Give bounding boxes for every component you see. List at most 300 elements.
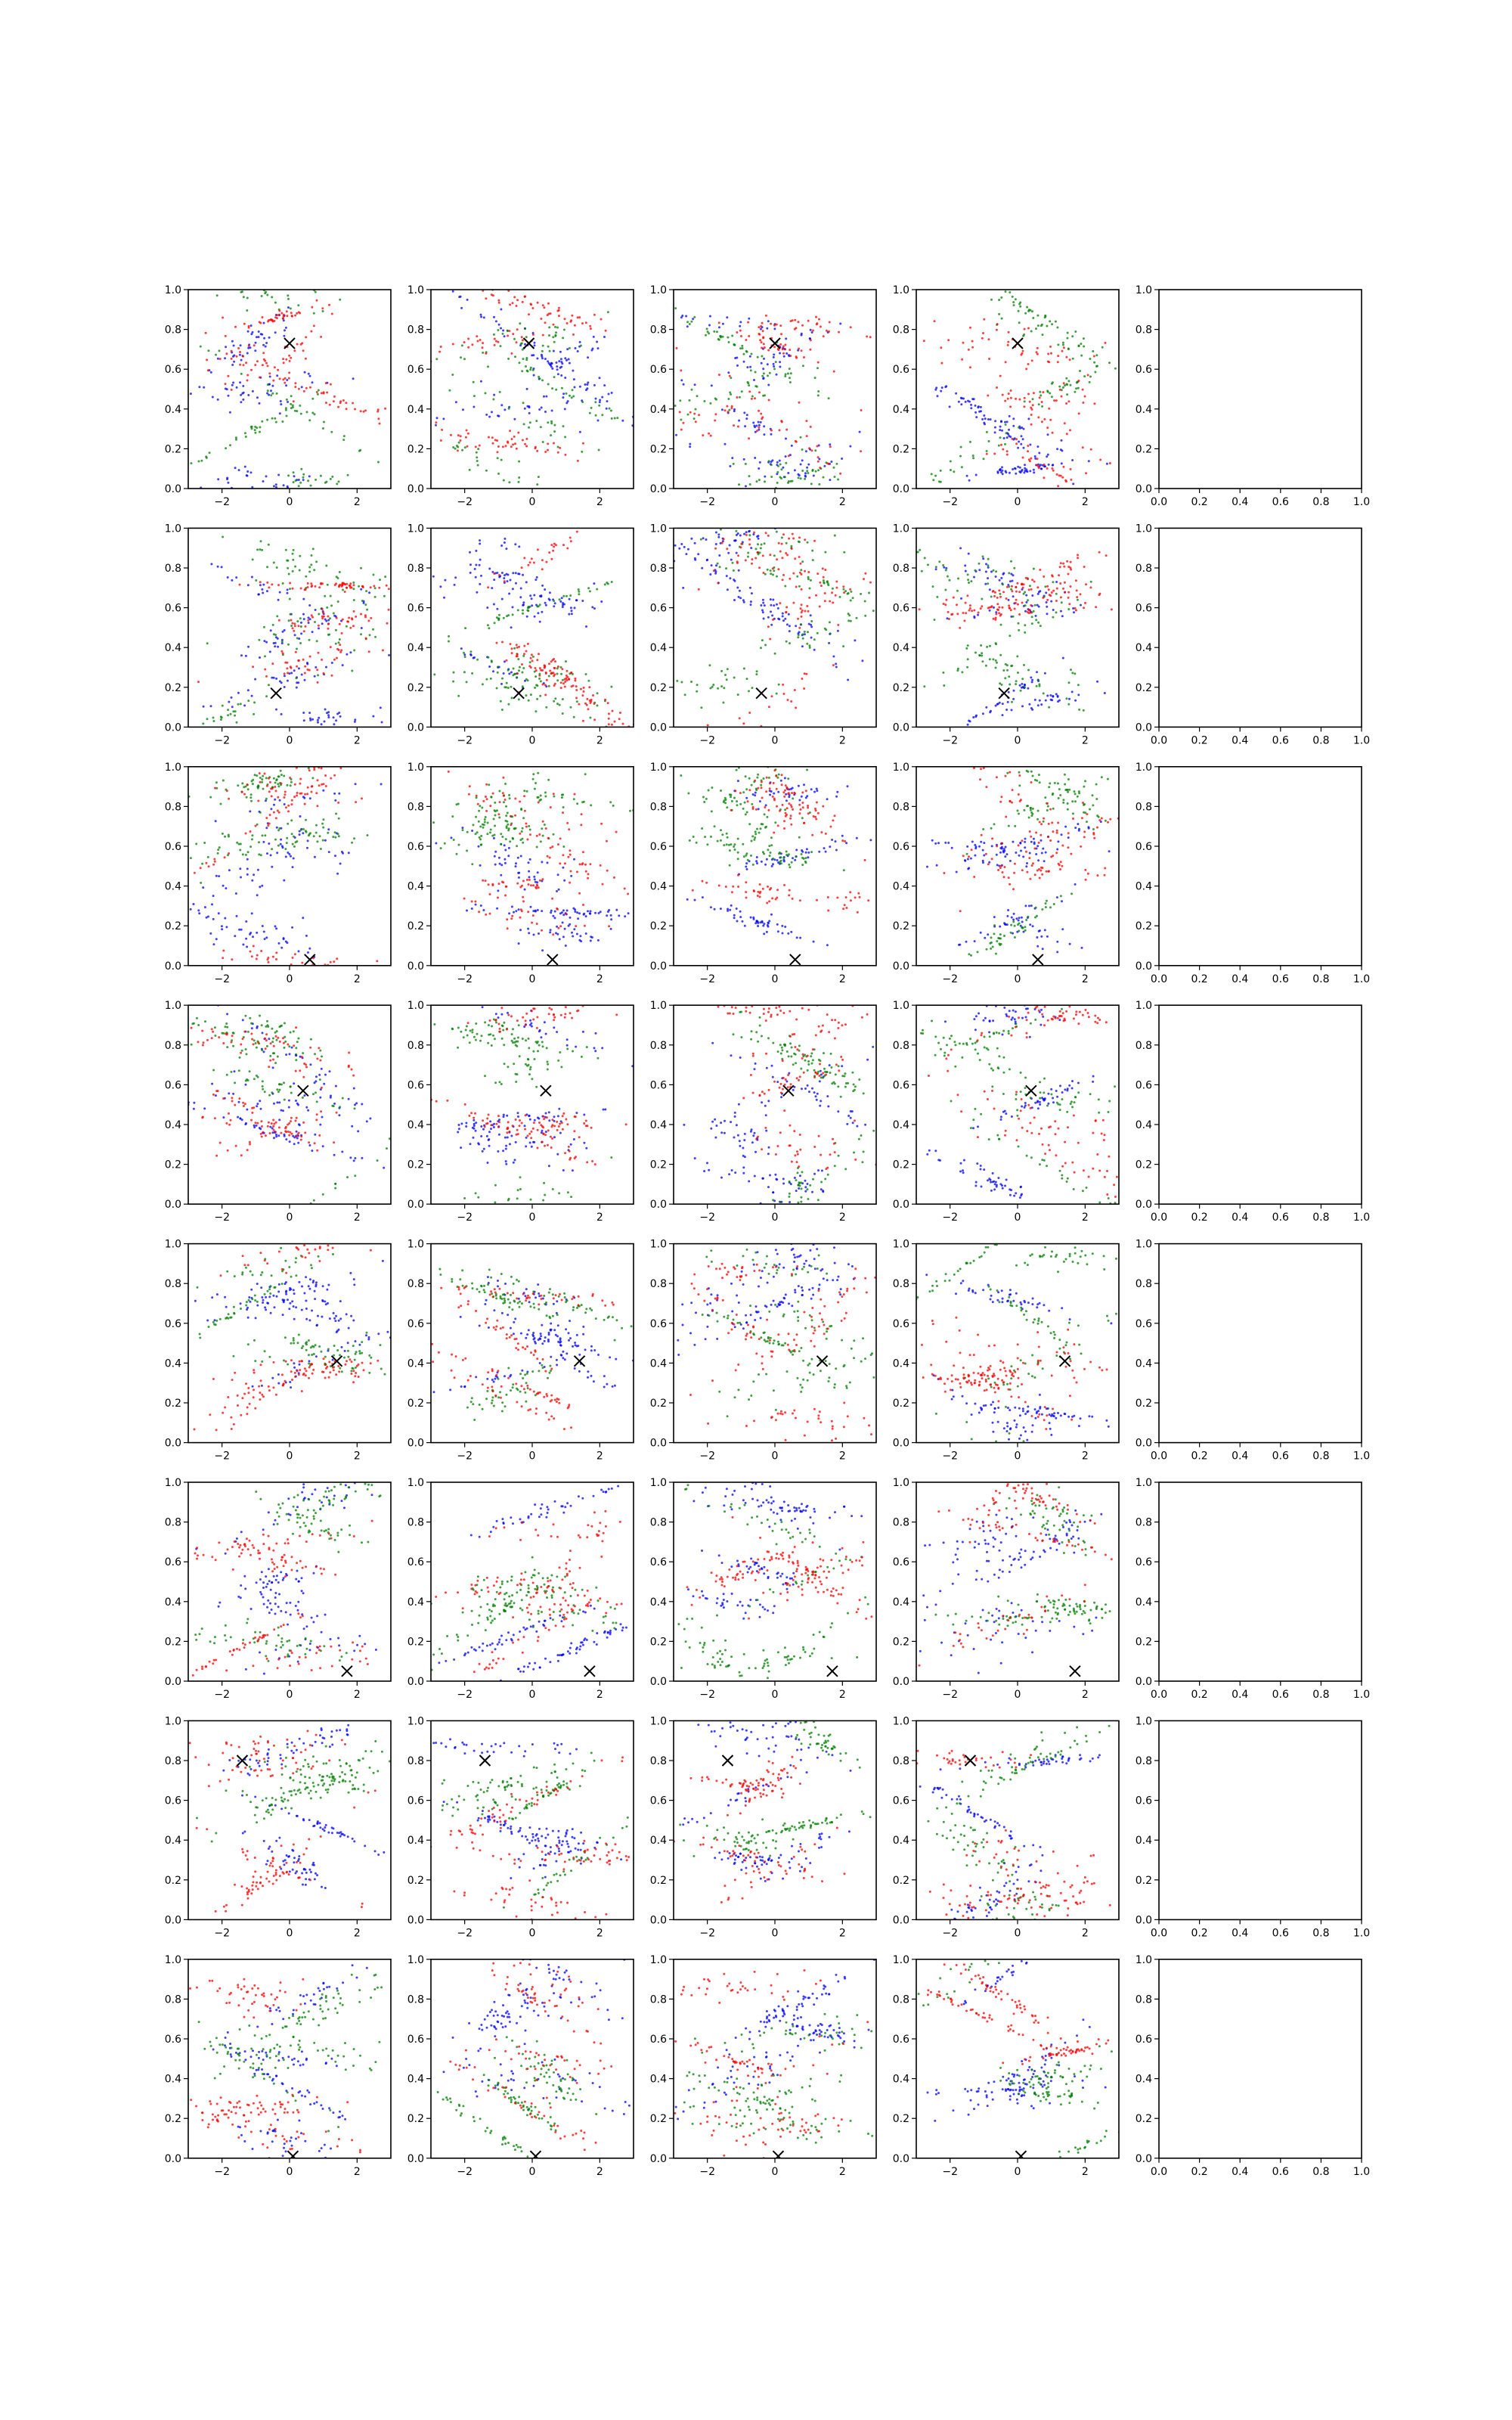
scatter-point-green: [1035, 907, 1037, 909]
scatter-point-blue: [560, 366, 562, 368]
scatter-point-red: [575, 697, 578, 700]
scatter-point-green: [751, 687, 754, 689]
scatter-point-green: [950, 461, 952, 463]
scatter-point-red: [298, 659, 300, 662]
scatter-point-green: [957, 578, 959, 580]
scatter-point-red: [779, 324, 782, 327]
scatter-point-red: [1059, 566, 1061, 568]
scatter-point-red: [825, 833, 827, 835]
scatter-point-green: [824, 628, 826, 630]
scatter-point-red: [981, 605, 983, 607]
scatter-point-green: [286, 560, 288, 562]
scatter-point-green: [1020, 690, 1022, 692]
scatter-point-blue: [518, 876, 520, 879]
scatter-point-red: [485, 810, 488, 812]
scatter-point-blue: [276, 852, 278, 854]
scatter-point-red: [546, 679, 548, 681]
scatter-point-green: [335, 813, 337, 815]
scatter-point-red: [785, 815, 787, 818]
scatter-point-green: [218, 846, 221, 849]
scatter-point-blue: [504, 862, 507, 864]
scatter-point-blue: [237, 692, 240, 694]
scatter-point-red: [739, 546, 742, 548]
scatter-point-red: [287, 672, 289, 674]
scatter-point-blue: [480, 575, 482, 577]
scatter-point-blue: [945, 567, 947, 569]
scatter-point-green: [374, 636, 376, 638]
scatter-point-blue: [912, 383, 914, 385]
scatter-point-blue: [736, 920, 739, 923]
scatter-point-green: [500, 843, 502, 845]
scatter-point-blue: [493, 394, 495, 396]
scatter-point-blue: [1096, 681, 1098, 683]
scatter-point-green: [1083, 709, 1085, 712]
scatter-point-red: [378, 587, 380, 589]
scatter-point-red: [1098, 594, 1101, 596]
scatter-point-red: [526, 839, 528, 841]
scatter-point-green: [736, 800, 738, 802]
scatter-point-red: [291, 622, 293, 625]
scatter-point-red: [349, 627, 352, 629]
scatter-point-green: [708, 664, 711, 666]
scatter-point-red: [923, 340, 925, 342]
scatter-point-blue: [254, 349, 256, 352]
scatter-point-red: [776, 805, 778, 808]
y-tick-label: 1.0: [164, 761, 181, 774]
scatter-point-green: [1015, 298, 1017, 300]
scatter-point-green: [266, 294, 268, 296]
scatter-point-blue: [758, 535, 760, 537]
scatter-point-blue: [469, 551, 471, 554]
scatter-point-red: [1070, 479, 1072, 481]
scatter-point-red: [736, 331, 738, 334]
scatter-point-green: [817, 390, 820, 392]
scatter-point-red: [781, 420, 783, 423]
scatter-point-red: [772, 619, 774, 621]
scatter-point-green: [500, 833, 502, 835]
scatter-point-blue: [539, 621, 541, 623]
scatter-point-red: [1059, 389, 1061, 391]
scatter-point-red: [259, 772, 261, 774]
scatter-point-red: [1066, 433, 1068, 435]
scatter-point-red: [1036, 347, 1039, 349]
scatter-point-green: [534, 710, 537, 712]
scatter-point-green: [800, 477, 802, 479]
scatter-point-red: [1017, 603, 1019, 606]
scatter-point-red: [608, 712, 610, 715]
scatter-point-red: [479, 445, 481, 447]
scatter-point-red: [816, 899, 818, 901]
scatter-point-red: [618, 718, 621, 720]
scatter-point-green: [842, 645, 844, 647]
scatter-point-blue: [309, 375, 311, 377]
scatter-point-red: [1105, 342, 1107, 344]
scatter-point-blue: [222, 885, 225, 887]
scatter-point-green: [1105, 820, 1107, 822]
scatter-point-green: [1018, 310, 1020, 312]
scatter-point-red: [1061, 396, 1063, 398]
scatter-point-red: [1065, 356, 1067, 358]
scatter-point-red: [564, 454, 566, 456]
scatter-point-red: [1123, 350, 1125, 352]
scatter-point-green: [525, 336, 528, 338]
scatter-point-red: [805, 790, 807, 792]
scatter-point-blue: [715, 564, 717, 566]
scatter-point-blue: [960, 597, 962, 600]
scatter-point-blue: [518, 545, 520, 548]
scatter-point-green: [522, 842, 524, 844]
scatter-point-blue: [1036, 845, 1039, 847]
scatter-point-red: [801, 791, 804, 793]
scatter-point-green: [479, 805, 481, 807]
scatter-point-green: [581, 401, 584, 403]
scatter-point-blue: [496, 608, 498, 610]
axes-frame: [431, 767, 634, 966]
scatter-point-green: [377, 461, 380, 464]
scatter-point-red: [516, 644, 518, 646]
scatter-point-red: [275, 817, 277, 819]
scatter-points: [663, 527, 922, 728]
scatter-point-green: [578, 593, 580, 595]
scatter-point-red: [956, 613, 959, 615]
scatter-point-green: [726, 833, 728, 835]
scatter-point-blue: [752, 422, 754, 424]
scatter-point-blue: [354, 721, 356, 723]
scatter-point-blue: [773, 356, 775, 358]
scatter-point-blue: [469, 572, 472, 574]
scatter-point-blue: [298, 479, 300, 481]
scatter-point-red: [440, 346, 442, 348]
scatter-point-green: [259, 431, 261, 433]
scatter-point-blue: [284, 803, 286, 805]
scatter-point-green: [249, 796, 252, 799]
scatter-point-red: [569, 849, 571, 852]
scatter-point-blue: [1046, 695, 1049, 697]
scatter-point-green: [224, 836, 226, 838]
scatter-point-green: [1010, 560, 1012, 563]
scatter-point-red: [864, 859, 866, 861]
scatter-point-red: [1052, 590, 1055, 592]
scatter-point-blue: [507, 580, 509, 582]
scatter-point-red: [1005, 361, 1007, 363]
scatter-point-blue: [1068, 698, 1070, 700]
scatter-point-green: [322, 310, 324, 312]
scatter-point-red: [789, 889, 791, 892]
scatter-point-blue: [1056, 849, 1058, 851]
scatter-point-red: [556, 908, 559, 911]
y-tick-label: 0.4: [164, 403, 181, 416]
scatter-point-green: [1017, 672, 1019, 674]
scatter-point-green: [781, 537, 783, 539]
scatter-point-green: [810, 482, 813, 485]
y-tick-label: 0.4: [164, 642, 181, 655]
scatter-point-red: [298, 388, 300, 390]
scatter-point-green: [1041, 908, 1043, 911]
scatter-point-blue: [251, 912, 253, 914]
scatter-point-red: [1095, 606, 1097, 608]
scatter-point-green: [1035, 327, 1037, 330]
scatter-point-blue: [1069, 943, 1071, 945]
scatter-point-blue: [190, 908, 192, 911]
scatter-point-red: [819, 582, 821, 584]
scatter-point-red: [1085, 472, 1087, 474]
scatter-point-blue: [488, 666, 491, 668]
scatter-point-blue: [239, 381, 241, 383]
scatter-point-green: [1051, 323, 1053, 325]
scatter-point-red: [963, 619, 965, 622]
scatter-point-red: [512, 443, 514, 445]
scatter-point-green: [676, 680, 678, 682]
scatter-point-blue: [550, 929, 552, 931]
scatter-point-blue: [1022, 855, 1024, 858]
scatter-point-red: [392, 622, 394, 624]
scatter-point-blue: [999, 469, 1002, 471]
scatter-point-blue: [564, 408, 566, 410]
scatter-point-green: [769, 372, 771, 374]
scatter-point-blue: [218, 912, 220, 914]
scatter-point-green: [810, 579, 812, 582]
scatter-point-red: [310, 330, 312, 333]
y-tick-label: 0.0: [649, 960, 667, 973]
scatter-point-red: [285, 358, 287, 361]
scatter-point-blue: [519, 929, 522, 931]
scatter-point-green: [310, 563, 312, 566]
scatter-point-red: [808, 447, 810, 449]
scatter-point-green: [990, 936, 993, 939]
scatter-point-blue: [221, 928, 223, 930]
scatter-point-red: [1006, 450, 1009, 452]
scatter-point-green: [273, 562, 275, 564]
scatter-point-red: [1099, 459, 1101, 461]
scatter-point-red: [784, 790, 786, 792]
scatter-point-blue: [777, 607, 779, 610]
scatter-point-red: [299, 778, 302, 780]
scatter-point-red: [296, 312, 298, 315]
scatter-point-green: [992, 946, 994, 948]
scatter-point-blue: [585, 625, 587, 628]
scatter-point-red: [499, 801, 501, 803]
scatter-point-green: [1011, 701, 1013, 703]
scatter-point-green: [755, 548, 758, 550]
scatter-point-red: [536, 659, 538, 661]
x-marker: [271, 688, 281, 699]
scatter-point-red: [1063, 382, 1065, 384]
scatter-point-red: [581, 813, 583, 815]
scatter-point-blue: [568, 358, 570, 361]
scatter-point-red: [340, 368, 342, 371]
scatter-point-red: [804, 538, 806, 541]
scatter-point-green: [644, 806, 646, 808]
scatter-point-red: [1048, 408, 1050, 410]
scatter-point-blue: [570, 875, 572, 877]
scatter-point-red: [1010, 397, 1012, 399]
scatter-point-red: [795, 706, 797, 709]
scatter-point-green: [379, 579, 381, 581]
scatter-point-blue: [496, 908, 498, 910]
scatter-point-green: [553, 700, 555, 703]
scatter-point-red: [761, 797, 764, 799]
scatter-point-green: [252, 558, 254, 560]
scatter-point-green: [1024, 624, 1026, 626]
scatter-point-blue: [209, 932, 212, 935]
scatter-point-green: [761, 375, 764, 377]
scatter-point-green: [529, 606, 531, 608]
scatter-point-green: [569, 395, 571, 397]
scatter-point-green: [680, 681, 683, 684]
scatter-point-green: [1018, 303, 1021, 306]
x-tick-label: 2: [838, 496, 846, 508]
y-tick-label: 0.6: [407, 364, 424, 377]
y-tick-label: 0.0: [407, 483, 424, 495]
scatter-point-green: [1049, 906, 1052, 908]
scatter-point-red: [806, 605, 808, 607]
scatter-point-red: [552, 550, 554, 552]
scatter-point-green: [451, 374, 454, 376]
scatter-point-green: [508, 481, 510, 483]
scatter-point-green: [778, 774, 780, 776]
scatter-point-red: [277, 584, 280, 586]
scatter-point-blue: [306, 662, 308, 664]
scatter-point-red: [815, 818, 817, 821]
scatter-point-green: [485, 392, 487, 394]
scatter-point-green: [573, 716, 575, 718]
scatter-point-green: [1038, 683, 1040, 685]
scatter-point-blue: [479, 864, 482, 867]
scatter-point-red: [547, 302, 550, 305]
scatter-point-green: [817, 469, 820, 471]
scatter-point-blue: [504, 849, 507, 852]
scatter-point-red: [757, 895, 759, 897]
scatter-point-red: [262, 316, 264, 318]
scatter-point-blue: [1004, 855, 1006, 858]
scatter-point-green: [290, 781, 293, 783]
scatter-point-red: [538, 802, 540, 804]
scatter-point-green: [384, 576, 386, 578]
y-tick-label: 0.4: [1135, 403, 1152, 416]
scatter-point-blue: [549, 931, 551, 933]
scatter-point-blue: [711, 564, 713, 566]
scatter-point-blue: [1000, 420, 1002, 423]
scatter-point-green: [1033, 610, 1035, 613]
scatter-point-green: [150, 864, 153, 867]
scatter-point-green: [290, 403, 292, 405]
scatter-point-blue: [810, 625, 813, 628]
scatter-point-blue: [798, 799, 801, 802]
x-tick-label: −2: [214, 496, 230, 508]
scatter-point-red: [807, 805, 809, 807]
y-tick-label: 0.6: [892, 602, 909, 615]
scatter-point-blue: [999, 702, 1001, 704]
scatter-point-red: [516, 341, 518, 343]
scatter-point-red: [226, 790, 228, 792]
scatter-point-green: [563, 329, 565, 331]
scatter-point-green: [730, 393, 732, 396]
scatter-point-red: [407, 425, 409, 427]
scatter-point-blue: [650, 914, 652, 916]
scatter-point-blue: [1012, 574, 1015, 576]
scatter-point-blue: [597, 420, 600, 422]
scatter-point-green: [598, 405, 600, 407]
scatter-point-blue: [503, 574, 506, 576]
scatter-point-green: [332, 836, 334, 838]
scatter-point-blue: [585, 915, 587, 917]
scatter-point-red: [740, 543, 742, 545]
scatter-point-green: [981, 655, 983, 657]
scatter-point-green: [448, 389, 451, 392]
scatter-point-green: [1043, 692, 1045, 694]
scatter-point-green: [589, 717, 591, 719]
scatter-point-blue: [560, 374, 562, 377]
scatter-point-green: [329, 617, 331, 619]
scatter-point-green: [1044, 315, 1046, 318]
scatter-point-green: [1030, 330, 1033, 333]
scatter-point-red: [294, 382, 296, 384]
scatter-point-blue: [708, 324, 711, 327]
scatter-point-blue: [1031, 594, 1033, 597]
scatter-point-blue: [247, 689, 249, 691]
scatter-point-red: [225, 383, 227, 385]
scatter-point-red: [278, 811, 280, 814]
scatter-point-green: [802, 638, 804, 640]
scatter-point-red: [1057, 355, 1059, 357]
scatter-point-red: [724, 409, 727, 411]
scatter-point-red: [274, 316, 277, 318]
scatter-point-red: [338, 585, 340, 588]
scatter-point-blue: [483, 316, 485, 318]
scatter-point-red: [816, 323, 818, 325]
scatter-point-blue: [492, 670, 494, 672]
scatter-point-green: [987, 582, 989, 585]
scatter-point-blue: [494, 855, 496, 858]
scatter-point-red: [1062, 563, 1064, 565]
scatter-point-green: [1004, 677, 1006, 679]
scatter-point-green: [1114, 368, 1117, 370]
scatter-point-blue: [788, 796, 790, 798]
scatter-point-green: [299, 569, 301, 572]
scatter-point-green: [725, 567, 727, 569]
scatter-point-red: [349, 582, 352, 585]
scatter-point-red: [344, 591, 346, 593]
scatter-point-red: [493, 572, 495, 575]
scatter-point-green: [234, 710, 237, 712]
scatter-point-green: [508, 827, 510, 830]
scatter-point-red: [951, 613, 953, 616]
scatter-point-blue: [727, 910, 729, 912]
scatter-point-green: [180, 864, 182, 866]
scatter-point-green: [293, 836, 295, 838]
scatter-point-green: [327, 832, 329, 834]
scatter-point-blue: [534, 342, 536, 344]
scatter-point-blue: [416, 576, 418, 578]
scatter-point-green: [561, 796, 563, 799]
scatter-point-green: [521, 370, 523, 372]
scatter-point-green: [564, 436, 566, 438]
scatter-point-red: [553, 442, 555, 445]
scatter-point-green: [807, 578, 810, 580]
scatter-point-green: [806, 643, 808, 645]
scatter-point-green: [501, 709, 503, 711]
panel-r3-c3: [650, 762, 909, 985]
scatter-point-red: [562, 682, 565, 684]
scatter-point-blue: [841, 835, 844, 837]
scatter-point-green: [609, 801, 612, 803]
y-tick-label: 0.4: [649, 403, 667, 416]
scatter-point-green: [748, 777, 751, 780]
scatter-point-blue: [686, 325, 689, 327]
scatter-point-blue: [479, 564, 481, 566]
scatter-point-red: [234, 326, 237, 328]
scatter-point-blue: [754, 922, 757, 924]
